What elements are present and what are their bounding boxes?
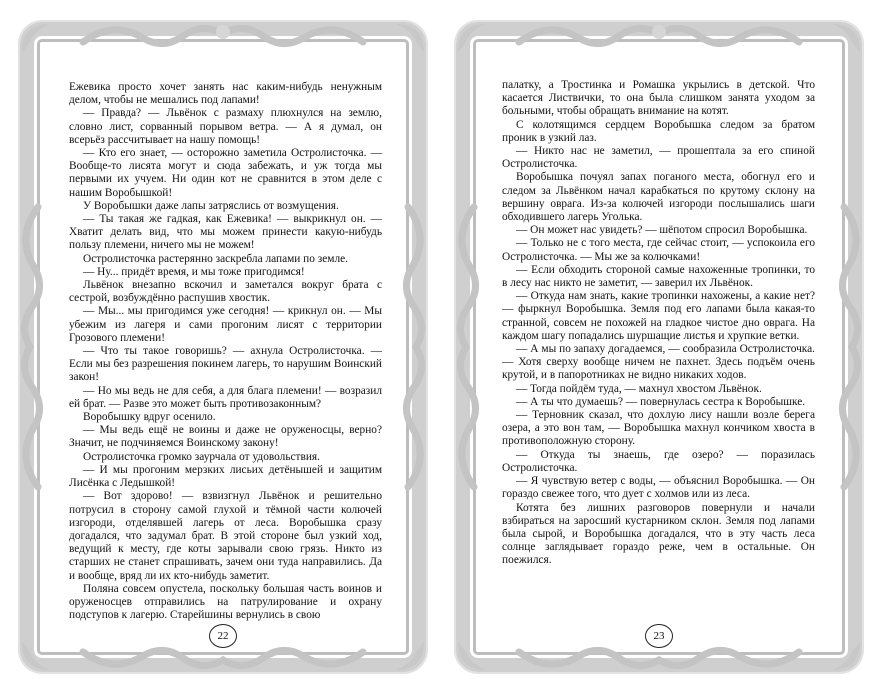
paragraph: — Он может нас увидеть? — шёпотом спросил Воробышка. — [516, 224, 808, 237]
left-page-text — [69, 81, 382, 622]
paragraph: Остролисточка громко заурчала от удовольствия. — [83, 450, 320, 463]
paragraph: — Я чувствую ветер с воды, — объяснил Воробышка. — Он гораздо свежее того, что дует с холмов или из леса. — [502, 475, 815, 501]
paragraph: — Тогда пойдём туда, — махнул хвостом Львёнок. — [516, 382, 762, 395]
ornament-border-icon — [396, 197, 432, 497]
paragraph: — Кто его знает, — осторожно заметила Остролисточка. — Вообще-то лисята могут и сюда забежать, и уж тогда мы первыми их учуем. Ни один кот не сравнится в этом деле с нашим Воробышкой! — [69, 147, 382, 199]
paragraph: — Откуда ты знаешь, где озеро? — поразилась Остролисточка. — [502, 448, 815, 474]
paragraph: — Откуда нам знать, какие тропинки нахожены, а какие нет? — фыркнул Воробышка. Земля под его лапами была какая-то странной, совсем не похожей на гладкое чистое дно оврага. На каждом шагу попадались шуршащие листья и хрупкие ветки. — [502, 290, 815, 342]
paragraph: Воробышка почуял запах поганого места, обогнул его и следом за Львёнком начал карабкаться по крутому склону на вершину оврага. Из-за колючей изгороди послышались шаги обходившего лагерь Уголька. — [502, 171, 815, 224]
paragraph: — Мы... мы пригодимся уже сегодня! — крикнул он. — Мы убежим из лагеря и сами прогоним лисят с территории Грозового племени! — [69, 305, 382, 344]
paragraph: — Мы ведь ещё не воины и даже не оруженосцы, верно? Значит, не подчиняемся Воинскому закону! — [69, 424, 382, 450]
ornament-border-icon — [14, 197, 50, 497]
paragraph: Поляна совсем опустела, поскольку большая часть воинов и оруженосцев отправились на патрулирование и охрану подступов к лагерю. Старейшины вернулись в свою — [69, 582, 382, 622]
paragraph: — Никто нас не заметил, — прошептала за его спиной Остролисточка. — [502, 145, 815, 171]
corner-flourish-icon — [454, 20, 490, 56]
corner-flourish-icon — [828, 20, 864, 56]
paragraph: Котята без лишних разговоров повернули и начали взбираться на заросший кустарником склон. Земля под лапами была сырой, и Воробышка догадался, что в эту часть леса солнце заглядывает гораздо реже, чем в остальные. Он поежился. — [502, 501, 815, 567]
page-number: 22 — [209, 624, 237, 648]
paragraph: палатку, а Тростинка и Ромашка укрылись в детской. Что касается Листвички, то она была слишком занята уходом за больными, чтобы обращать внимание на котят. — [502, 79, 815, 118]
corner-flourish-icon — [18, 638, 54, 674]
ornament-border-icon — [450, 197, 486, 497]
paragraph: Ежевика просто хочет занять нас каким-нибудь ненужным делом, чтобы не мешались под лапами! — [69, 81, 382, 107]
paragraph: С колотящимся сердцем Воробышка следом за братом проник в узкий лаз. — [502, 118, 815, 144]
paragraph: — Терновник сказал, что дохлую лису нашли возле берега озера, а это вон там, — Воробышка махнул кончиком хвоста в противоположную сторону. — [502, 409, 815, 448]
left-page — [20, 22, 426, 672]
paragraph: — Только не с того места, где сейчас стоит, — успокоила его Остролисточка. — Мы же за колючками! — [502, 237, 815, 263]
paragraph: Львёнок внезапно вскочил и заметался вокруг брата с сестрой, возбуждённо распушив хвостик. — [69, 279, 382, 305]
paragraph: — Ты такая же гадкая, как Ежевика! — выкрикнул он. — Хватит делать вид, что мы можем принести какую-нибудь пользу племени, ничего мы не можем! — [69, 213, 382, 252]
ornament-border-icon — [509, 18, 809, 54]
paragraph: У Воробышки даже лапы затряслись от возмущения. — [83, 199, 339, 212]
right-page — [456, 22, 862, 672]
corner-flourish-icon — [392, 638, 428, 674]
paragraph: Остролисточка растерянно заскребла лапами по земле. — [83, 252, 348, 265]
paragraph: — Если обходить стороной самые нахоженные тропинки, то в лесу нас никто не заметит, — заверил их Львёнок. — [502, 263, 815, 290]
corner-flourish-icon — [454, 638, 490, 674]
paragraph: — А ты что думаешь? — повернулась сестра к Воробышке. — [516, 395, 806, 408]
paragraph: — И мы прогоним мерзких лисьих детёнышей и защитим Лисёнка с Ледышкой! — [69, 463, 382, 490]
corner-flourish-icon — [828, 638, 864, 674]
paragraph: Воробышку вдруг осенило. — [83, 411, 216, 424]
paragraph: — Вот здорово! — взвизгнул Львёнок и решительно потрусил в сторону самой глухой и тёмной части колючей изгороди, отделявшей лагерь от леса. Воробышка сразу догадался, что задумал брат. В этой стороне был узкий ход, ведущий к месту, где коты зарывали свою грязь. Никто из старших не станет спрашивать, зачем они туда направились. Да и вообще, вряд ли их кто-нибудь заметит. — [69, 490, 382, 582]
page-number: 23 — [645, 624, 673, 648]
corner-flourish-icon — [392, 20, 428, 56]
ornament-border-icon — [832, 197, 868, 497]
paragraph: — Ну... придёт время, и мы тоже пригодимся! — [83, 265, 305, 278]
paragraph: — Что ты такое говоришь? — ахнула Остролисточка. — Если мы без разрешения покинем лагерь, то нарушим Воинский закон! — [69, 345, 382, 384]
corner-flourish-icon — [18, 20, 54, 56]
ornament-border-icon — [73, 18, 373, 54]
paragraph: — А мы по запаху догадаемся, — сообразила Остролисточка. — Хотя сверху вообще ничем не пахнет. Здесь подъём очень крутой, и в папоротниках не видно никаких ходов. — [502, 343, 815, 382]
paragraph: — Но мы ведь не для себя, а для блага племени! — возразил ей брат. — Разве это может быть противозаконным? — [69, 384, 382, 410]
paragraph: — Правда? — Львёнок с размаху плюхнулся на землю, словно лист, сорванный порывом ветра. — А я думал, он всерьёз рассчитывает на нашу помощь! — [69, 107, 382, 146]
right-page-text — [502, 79, 815, 568]
